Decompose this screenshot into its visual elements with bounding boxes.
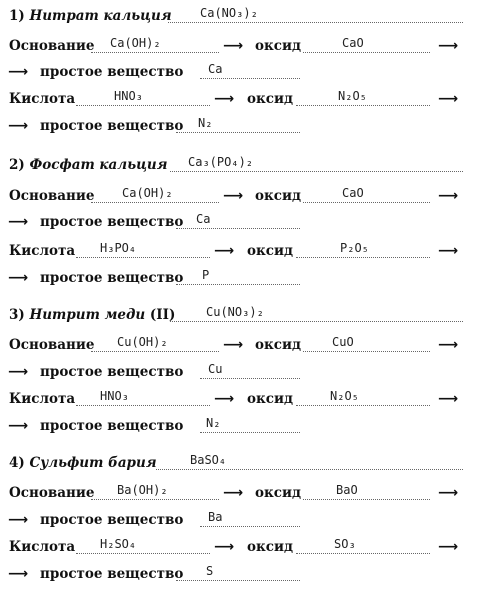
- section-1-title: Нитрат кальция: [29, 8, 172, 24]
- section-3-title: Нитрит меди: [29, 307, 146, 323]
- section-2-acid-simple-line: [0, 266, 484, 290]
- base-label: Основание: [9, 337, 95, 353]
- oxide-label: оксид: [255, 188, 301, 204]
- section-3-acid-simple: N₂: [206, 416, 221, 430]
- arrow-icon: ⟶: [223, 188, 244, 204]
- section-3-base-line: [0, 333, 484, 357]
- arrow-icon: ⟶: [8, 512, 29, 528]
- section-4-acid-line: [0, 535, 484, 559]
- answer-line: [303, 202, 430, 203]
- simple-label: простое вещество: [40, 214, 184, 230]
- arrow-icon: ⟶: [438, 485, 459, 501]
- section-4-base-line: [0, 481, 484, 505]
- answer-line: [76, 553, 210, 554]
- section-1-acid-line: [0, 87, 484, 111]
- section-3-acid-line: [0, 387, 484, 411]
- base-label: Основание: [9, 188, 95, 204]
- simple-label: простое вещество: [40, 64, 184, 80]
- answer-line: [156, 469, 463, 470]
- answer-line: [176, 132, 300, 133]
- section-1-acid-simple: N₂: [198, 116, 213, 130]
- arrow-icon: ⟶: [8, 566, 29, 582]
- answer-line: [170, 321, 463, 322]
- section-3-acid: HNO₃: [100, 389, 129, 403]
- section-3-base: Cu(OH)₂: [117, 335, 168, 349]
- section-3-number: 3): [9, 307, 25, 323]
- oxide-label: оксид: [247, 539, 293, 555]
- arrow-icon: ⟶: [214, 391, 235, 407]
- section-1-acid-simple-line: [0, 114, 484, 138]
- answer-line: [176, 228, 300, 229]
- answer-line: [176, 580, 300, 581]
- answer-line: [303, 52, 430, 53]
- section-3-title-line: [0, 303, 484, 327]
- section-2-base-oxide: CaO: [342, 186, 364, 200]
- section-4-base: Ba(OH)₂: [117, 483, 168, 497]
- answer-line: [91, 351, 219, 352]
- base-label: Основание: [9, 38, 95, 54]
- section-2-formula: Ca₃(PO₄)₂: [188, 155, 254, 169]
- arrow-icon: ⟶: [214, 91, 235, 107]
- section-1-base-oxide: CaO: [342, 36, 364, 50]
- section-1-base-line: [0, 34, 484, 58]
- oxide-label: оксид: [247, 243, 293, 259]
- section-4-acid: H₂SO₄: [100, 537, 137, 551]
- oxide-label: оксид: [255, 485, 301, 501]
- section-3-acid-simple-line: [0, 414, 484, 438]
- arrow-icon: ⟶: [438, 243, 459, 259]
- arrow-icon: ⟶: [438, 391, 459, 407]
- section-2-heading: [9, 157, 168, 173]
- section-1-title-line: [0, 4, 484, 28]
- arrow-icon: ⟶: [223, 485, 244, 501]
- section-2-base-simple-line: [0, 210, 484, 234]
- section-1-formula: Ca(NO₃)₂: [200, 6, 258, 20]
- section-4-base-simple-line: [0, 508, 484, 532]
- acid-label: Кислота: [9, 91, 76, 107]
- answer-line: [200, 432, 300, 433]
- oxide-label: оксид: [255, 337, 301, 353]
- answer-line: [168, 22, 463, 23]
- simple-label: простое вещество: [40, 512, 184, 528]
- arrow-icon: ⟶: [438, 539, 459, 555]
- answer-line: [200, 378, 300, 379]
- section-4-formula: BaSO₄: [190, 453, 227, 467]
- simple-label: простое вещество: [40, 270, 184, 286]
- section-2-number: 2): [9, 157, 25, 173]
- arrow-icon: ⟶: [8, 64, 29, 80]
- section-1-acid: HNO₃: [114, 89, 143, 103]
- section-3-base-simple-line: [0, 360, 484, 384]
- oxide-label: оксид: [255, 38, 301, 54]
- answer-line: [296, 105, 430, 106]
- section-1-base-simple: Ca: [208, 62, 223, 76]
- section-4-acid-simple-line: [0, 562, 484, 586]
- section-4-base-simple: Ba: [208, 510, 223, 524]
- section-3-title-suffix: (II): [149, 307, 176, 323]
- arrow-icon: ⟶: [438, 91, 459, 107]
- acid-label: Кислота: [9, 391, 76, 407]
- arrow-icon: ⟶: [8, 364, 29, 380]
- answer-line: [91, 202, 219, 203]
- section-2-acid: H₃PO₄: [100, 241, 137, 255]
- section-2-base-simple: Ca: [196, 212, 211, 226]
- section-2-base-line: [0, 184, 484, 208]
- arrow-icon: ⟶: [214, 243, 235, 259]
- arrow-icon: ⟶: [8, 270, 29, 286]
- section-1-heading: [9, 8, 172, 24]
- section-2-acid-line: [0, 239, 484, 263]
- simple-label: простое вещество: [40, 418, 184, 434]
- section-3-acid-oxide: N₂O₅: [330, 389, 359, 403]
- oxide-label: оксид: [247, 91, 293, 107]
- section-3-heading: [9, 307, 175, 323]
- section-4-base-oxide: BaO: [336, 483, 358, 497]
- answer-line: [296, 553, 430, 554]
- answer-line: [176, 284, 300, 285]
- section-3-base-oxide: CuO: [332, 335, 354, 349]
- arrow-icon: ⟶: [8, 214, 29, 230]
- arrow-icon: ⟶: [8, 118, 29, 134]
- simple-label: простое вещество: [40, 118, 184, 134]
- section-4-title: Сульфит бария: [29, 455, 157, 471]
- oxide-label: оксид: [247, 391, 293, 407]
- answer-line: [76, 257, 210, 258]
- answer-line: [91, 52, 219, 53]
- section-3-formula: Cu(NO₃)₂: [206, 305, 264, 319]
- base-label: Основание: [9, 485, 95, 501]
- section-2-acid-oxide: P₂O₅: [340, 241, 369, 255]
- arrow-icon: ⟶: [438, 337, 459, 353]
- section-3-base-simple: Cu: [208, 362, 223, 376]
- answer-line: [200, 78, 300, 79]
- answer-line: [200, 526, 300, 527]
- arrow-icon: ⟶: [438, 38, 459, 54]
- answer-line: [303, 351, 430, 352]
- answer-line: [296, 257, 430, 258]
- answer-line: [296, 405, 430, 406]
- section-1-acid-oxide: N₂O₅: [338, 89, 367, 103]
- acid-label: Кислота: [9, 539, 76, 555]
- answer-line: [76, 405, 210, 406]
- section-2-title: Фосфат кальция: [29, 157, 168, 173]
- simple-label: простое вещество: [40, 364, 184, 380]
- section-2-base: Ca(OH)₂: [122, 186, 173, 200]
- acid-label: Кислота: [9, 243, 76, 259]
- arrow-icon: ⟶: [214, 539, 235, 555]
- answer-line: [76, 105, 210, 106]
- answer-line: [91, 499, 219, 500]
- arrow-icon: ⟶: [8, 418, 29, 434]
- answer-line: [170, 171, 463, 172]
- section-1-base: Ca(OH)₂: [110, 36, 161, 50]
- section-4-number: 4): [9, 455, 25, 471]
- section-2-acid-simple: P: [202, 268, 210, 282]
- section-4-acid-simple: S: [206, 564, 214, 578]
- section-4-title-line: [0, 451, 484, 475]
- section-2-title-line: [0, 153, 484, 177]
- arrow-icon: ⟶: [223, 337, 244, 353]
- section-4-acid-oxide: SO₃: [334, 537, 356, 551]
- answer-line: [303, 499, 430, 500]
- arrow-icon: ⟶: [438, 188, 459, 204]
- section-1-base-simple-line: [0, 60, 484, 84]
- arrow-icon: ⟶: [223, 38, 244, 54]
- section-4-heading: [9, 455, 157, 471]
- simple-label: простое вещество: [40, 566, 184, 582]
- section-1-number: 1): [9, 8, 25, 24]
